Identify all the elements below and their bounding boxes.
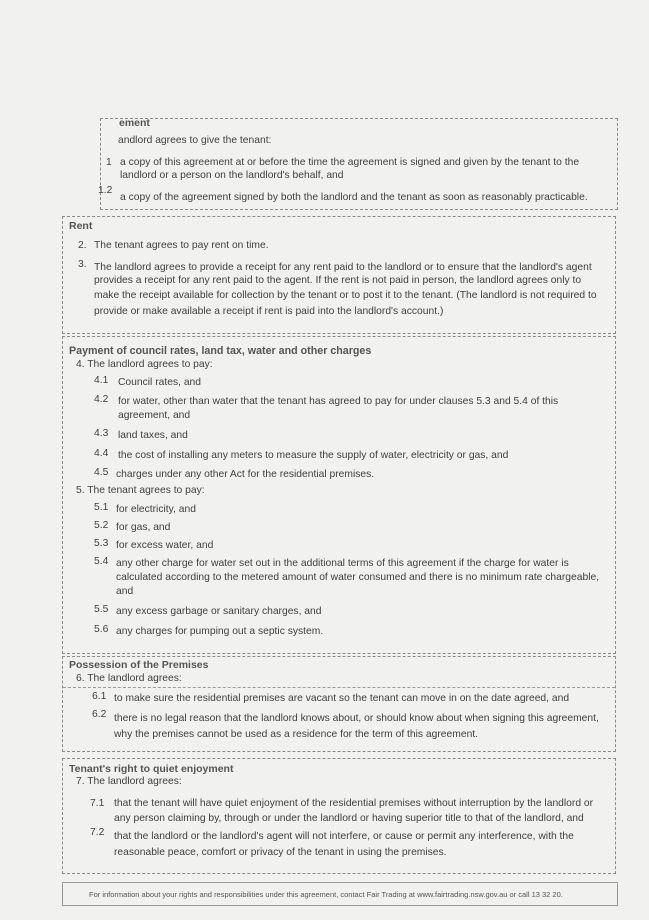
line: any charges for pumping out a septic system.: [116, 626, 324, 637]
line: Council rates, and: [118, 377, 201, 388]
clause-num: 5.4: [94, 556, 109, 567]
line: charges under any other Act for the residential premises.: [116, 469, 375, 480]
section-heading: Rent: [69, 220, 93, 232]
clause: 7. The landlord agrees:: [76, 776, 182, 787]
clause-num: 1: [106, 157, 112, 168]
line: calculated according to the metered amount of water consumed and there is no minimum rate chargeable,: [116, 572, 600, 583]
line: and: [116, 586, 134, 597]
line: that the landlord or the landlord's agent will not interfere, or cause or permit any interference, with the: [114, 831, 574, 842]
section-heading: Possession of the Premises: [69, 659, 209, 671]
line: why the premises cannot be used as a residence for the term of this agreement.: [114, 729, 479, 740]
line: for electricity, and: [116, 504, 196, 515]
clause-num: 4.1: [94, 375, 109, 386]
line: to make sure the residential premises are vacant so the tenant can move in on the date agreed, and: [114, 693, 570, 704]
line: that the tenant will have quiet enjoyment of the residential premises without interruption by the landlord or: [114, 798, 594, 809]
clause-num: 5.1: [94, 502, 109, 513]
line: provides a receipt for any rent paid to the agent. If the rent is not paid in person, the landlord agrees only to: [94, 275, 582, 286]
line: The landlord agrees to provide a receipt for any rent paid to the landlord or to ensure that the landlord's agent: [94, 262, 592, 273]
clause-num: 4.4: [94, 448, 109, 459]
line: the cost of installing any meters to measure the supply of water, electricity or gas, and: [118, 450, 509, 461]
line: any person claiming by, through or under the landlord or having superior title to that of the landlord, and: [114, 813, 584, 824]
line: land taxes, and: [118, 430, 188, 441]
line: a copy of this agreement at or before the time the agreement is signed and given by the tenant to the: [120, 157, 580, 168]
line: agreement, and: [118, 410, 191, 421]
clause-num: 4.5: [94, 467, 109, 478]
clause: 4. The landlord agrees to pay:: [76, 359, 213, 370]
divider: [63, 687, 615, 688]
section-heading: Payment of council rates, land tax, water and other charges: [69, 345, 372, 357]
clause-num: 3.: [78, 259, 87, 270]
line: for excess water, and: [116, 540, 214, 551]
clause-num: 1.2: [98, 185, 113, 196]
footer-text: For information about your rights and responsibilities under this agreement, contact Fair Trading at www.fairtrading.nsw.gov.au or call 13 32 20.: [89, 890, 563, 899]
section-heading: Tenant's right to quiet enjoyment: [69, 763, 234, 775]
line: make the receipt available for collection by the tenant or to post it to the tenant. (The landlord is not required to: [94, 290, 597, 301]
clause-num: 7.2: [90, 827, 105, 838]
line: any excess garbage or sanitary charges, and: [116, 606, 322, 617]
clause-num: 5.2: [94, 520, 109, 531]
clause-num: 4.2: [94, 394, 109, 405]
clause: 5. The tenant agrees to pay:: [76, 485, 205, 496]
clause-num: 5.5: [94, 604, 109, 615]
line: landlord or a person on the landlord's behalf, and: [120, 170, 344, 181]
footer-note: [62, 882, 618, 906]
clause-num: 6.1: [92, 691, 107, 702]
line: The tenant agrees to pay rent on time.: [94, 240, 269, 251]
clause-num: 4.3: [94, 428, 109, 439]
clause-num: 2.: [78, 240, 87, 251]
line: reasonable peace, comfort or privacy of the tenant in using the premises.: [114, 847, 447, 858]
line: for gas, and: [116, 522, 171, 533]
clause-num: 5.6: [94, 624, 109, 635]
line: a copy of the agreement signed by both the landlord and the tenant as soon as reasonably practicable.: [120, 192, 588, 203]
line: andlord agrees to give the tenant:: [118, 135, 272, 146]
line: any other charge for water set out in the additional terms of this agreement if the charge for water is: [116, 558, 569, 569]
section-heading: ement: [119, 117, 150, 129]
clause-num: 5.3: [94, 538, 109, 549]
line: for water, other than water that the tenant has agreed to pay for under clauses 5.3 and 5.4 of this: [118, 396, 559, 407]
clause-num: 7.1: [90, 798, 105, 809]
clause: 6. The landlord agrees:: [76, 673, 182, 684]
line: there is no legal reason that the landlord knows about, or should know about when signing this agreement,: [114, 713, 599, 724]
clause-num: 6.2: [92, 709, 107, 720]
line: provide or make available a receipt if rent is paid into the landlord's account.): [94, 306, 444, 317]
